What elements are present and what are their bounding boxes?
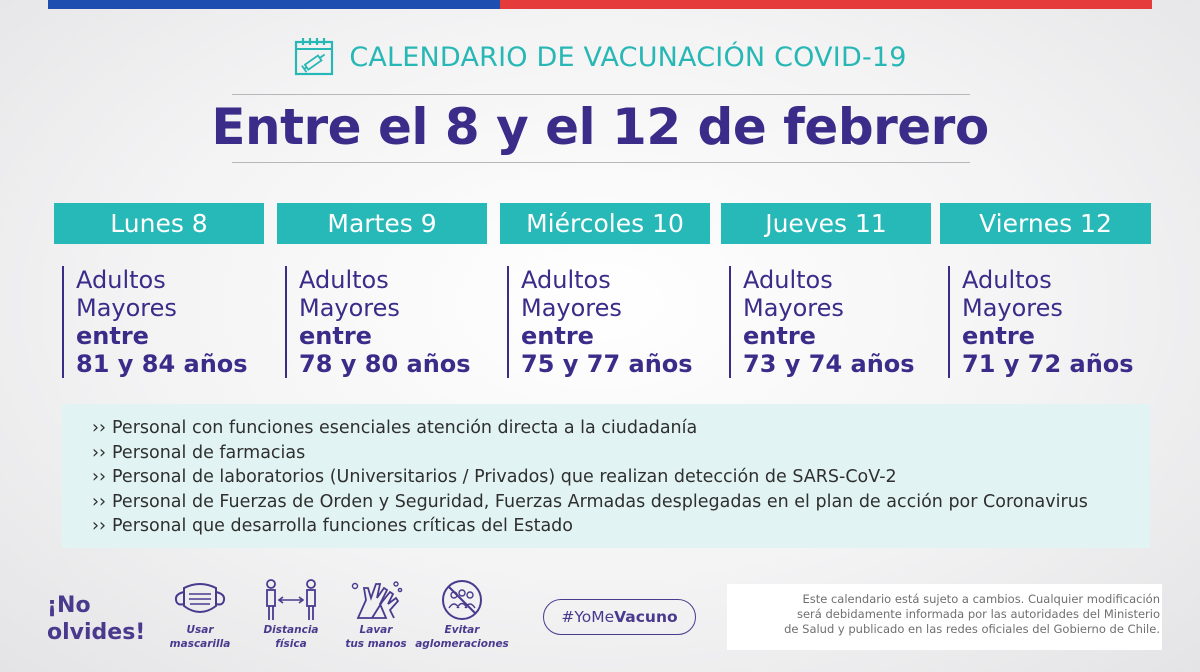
list-item: ›› Personal de laboratorios (Universitarios / Privados) que realizan detección de SARS-CoV-2	[92, 467, 897, 487]
day-detail-miercoles	[507, 266, 693, 378]
day-header-miercoles: Miércoles 10	[500, 203, 710, 244]
age-range: 71 y 72 años	[962, 350, 1134, 378]
chevron-bullet-icon: ››	[92, 442, 106, 463]
group-line: Adultos	[76, 266, 166, 294]
group-line: Adultos	[743, 266, 833, 294]
day-detail-viernes	[948, 266, 1134, 378]
list-item: ›› Personal con funciones esenciales atención directa a la ciudadanía	[92, 418, 698, 438]
day-header-jueves: Jueves 11	[721, 203, 931, 244]
day-detail-jueves	[729, 266, 915, 378]
disclaimer-note: Este calendario está sujeto a cambios. Cualquier modificación será debidamente informada por las autoridades del Ministerio de Salud y publicado en las redes oficiales del Gobierno de Chile.	[727, 584, 1162, 650]
day-header-lunes: Lunes 8	[54, 203, 264, 244]
age-range: 75 y 77 años	[521, 350, 693, 378]
age-range: 78 y 80 años	[299, 350, 471, 378]
group-line: Mayores	[521, 294, 622, 322]
tip-no-crowds: Evitar aglomeraciones	[414, 578, 510, 650]
date-range-title: Entre el 8 y el 12 de febrero	[211, 98, 989, 156]
group-line: Adultos	[521, 266, 611, 294]
divider-bottom	[232, 162, 970, 163]
age-range: 81 y 84 años	[76, 350, 248, 378]
tip-wash-hands: Lavar tus manos	[343, 578, 409, 650]
age-range: 73 y 74 años	[743, 350, 915, 378]
group-line: Mayores	[299, 294, 400, 322]
chevron-bullet-icon: ››	[92, 418, 106, 438]
group-line: Mayores	[76, 294, 177, 322]
divider-top	[232, 94, 970, 95]
wash-hands-icon	[346, 578, 406, 622]
chevron-bullet-icon: ››	[92, 491, 106, 512]
group-line: Mayores	[962, 294, 1063, 322]
staff-list	[62, 404, 1150, 548]
group-line: entre	[743, 322, 816, 350]
flag-stripe-blue	[48, 0, 500, 9]
group-line: Adultos	[299, 266, 389, 294]
tip-distance: Distancia física	[258, 578, 324, 650]
list-item: ›› Personal de Fuerzas de Orden y Seguridad, Fuerzas Armadas desplegadas en el plan de acción por Coronavirus	[92, 491, 1088, 512]
list-item: ›› Personal de farmacias	[92, 442, 306, 463]
group-line: Adultos	[962, 266, 1052, 294]
group-line: Mayores	[743, 294, 844, 322]
group-line: entre	[76, 322, 149, 350]
flag-stripe-red	[500, 0, 1152, 9]
calendar-syringe-icon	[293, 36, 335, 78]
day-detail-lunes	[62, 266, 248, 378]
calendar-title: CALENDARIO DE VACUNACIÓN COVID-19	[349, 41, 907, 73]
header	[0, 36, 1200, 78]
no-olvides-heading: ¡No olvides!	[47, 593, 146, 645]
list-item: ›› Personal que desarrolla funciones críticas del Estado	[92, 516, 573, 536]
chevron-bullet-icon: ››	[92, 467, 106, 487]
chevron-bullet-icon: ››	[92, 516, 106, 536]
group-line: entre	[962, 322, 1035, 350]
social-distance-icon	[261, 578, 321, 622]
no-crowds-icon	[432, 578, 492, 622]
hashtag-badge: #YoMe Vacuno	[543, 599, 696, 635]
day-detail-martes	[285, 266, 471, 378]
day-header-martes: Martes 9	[277, 203, 487, 244]
group-line: entre	[299, 322, 372, 350]
day-header-viernes: Viernes 12	[940, 203, 1151, 244]
tip-mask: Usar mascarilla	[168, 578, 232, 650]
mask-icon	[170, 578, 230, 622]
group-line: entre	[521, 322, 594, 350]
